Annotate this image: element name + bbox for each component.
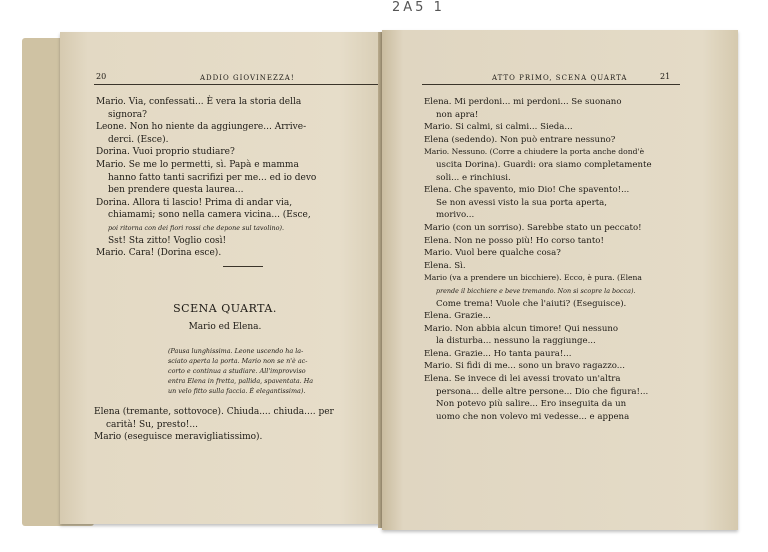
right-page — [382, 30, 738, 530]
text-line: hanno fatto tanti sacrifizi per me... ed io devo — [108, 172, 317, 183]
text-line: persona... delle altre persone... Dio che figura!... — [436, 386, 649, 397]
right-page-number: 21 — [660, 72, 671, 81]
text-line: chiamami; sono nella camera vicina... (Esce, — [108, 210, 311, 221]
text-line: Mario. Si calmi, si calmi... Sieda... — [424, 122, 573, 133]
text-line: morivo... — [436, 210, 475, 221]
text-line: Elena (sedendo). Non può entrare nessuno? — [424, 134, 616, 145]
handwritten-mark: 2A5 1 — [392, 0, 445, 15]
text-line: Se non avessi visto la sua porta aperta, — [436, 197, 608, 208]
text-line: Elena. Che spavento, mio Dio! Che spavento!... — [424, 185, 630, 196]
text-line: Mario. Non abbia alcun timore! Qui nessuno — [424, 323, 619, 334]
text-line: Mario (eseguisce meravigliatissimo). — [94, 432, 263, 443]
text-line: non apra! — [436, 109, 479, 120]
left-header-rule — [94, 84, 384, 85]
text-line: Elena. Non ne posso più! Ho corso tanto! — [424, 235, 604, 246]
text-line: Mario. Nessuno. (Corre a chiudere la porta anche dond'è — [424, 147, 645, 157]
section-divider — [223, 266, 263, 267]
text-line: carità! Su, presto!... — [106, 419, 198, 430]
text-line: Come trema! Vuole che l'aiuti? (Eseguisce). — [436, 298, 627, 309]
right-header-rule — [422, 84, 680, 85]
text-line: Mario. Cara! (Dorina esce). — [96, 248, 222, 259]
text-line: Mario. Via, confessati... È vera la storia della — [96, 97, 302, 107]
left-page-number: 20 — [96, 72, 107, 81]
text-line: soli... e rinchiusi. — [436, 172, 511, 183]
left-page — [60, 32, 410, 524]
text-line: Mario. Vuol bere qualche cosa? — [424, 248, 561, 259]
text-line: Non potevo più salire... Ero inseguita da un — [436, 399, 627, 410]
text-line: Dorina. Vuoi proprio studiare? — [96, 147, 235, 158]
text-line: la disturba... nessuno la raggiunge... — [436, 336, 596, 347]
stage-direction-line: un velo fitto sulla faccia. È elegantissima). — [168, 387, 306, 395]
text-line: signora? — [108, 109, 147, 120]
text-line: uscita Dorina). Guardi: ora siamo completamente — [436, 159, 652, 170]
text-line: derci. (Esce). — [108, 134, 169, 145]
left-text-block-2 — [94, 406, 390, 444]
text-line: Mario. Si fidi di me... sono un bravo ragazzo... — [424, 361, 625, 372]
text-line: Mario (con un sorriso). Sarebbe stato un peccato! — [424, 222, 642, 233]
stage-direction-line: sciato aperta la porta. Mario non se n'è ac- — [168, 357, 308, 365]
text-line: Elena. Mi perdoni... mi perdoni... Se suonano — [424, 97, 622, 107]
right-text-block — [424, 96, 694, 423]
right-running-header: ATTO PRIMO, SCENA QUARTA — [492, 74, 628, 82]
text-line: Elena. Grazie... Ho tanta paura!... — [424, 348, 572, 359]
text-line: uomo che non volevo mi vedesse... e appena — [436, 411, 630, 422]
text-line: Sst! Sta zitto! Voglio così! — [108, 235, 227, 246]
text-line: Dorina. Allora ti lascio! Prima di andar via, — [96, 197, 293, 208]
open-book — [22, 10, 744, 530]
text-line: Elena. Grazie... — [424, 311, 491, 322]
stage-direction-block — [168, 346, 378, 396]
left-text-block — [96, 96, 390, 271]
text-line: ben prendere questa laurea... — [108, 185, 244, 196]
stage-direction-line: entra Elena in fretta, pallida, spaventata. Ha — [168, 377, 314, 385]
stage-direction-line: poi ritorna con dei fiori rossi che depone sul tavolino). — [108, 223, 284, 232]
text-line: Elena (tremante, sottovoce). Chiuda.... chiuda.... per — [94, 407, 334, 417]
text-line: Mario. Se me lo permetti, sì. Papà e mamma — [96, 159, 299, 170]
stage-direction-line: corto e continua a studiare. All'improvviso — [168, 367, 306, 375]
scene-cast: Mario ed Elena. — [188, 322, 262, 332]
scene-title: SCENA QUARTA. — [173, 302, 277, 315]
stage-direction-line: prende il bicchiere e beve tremando. Non si scopre la bocca). — [436, 286, 636, 295]
text-line: Elena. Se invece di lei avessi trovato un'altra — [424, 374, 621, 385]
text-line: Elena. Sì. — [424, 260, 466, 271]
text-line: Mario (va a prendere un bicchiere). Ecco, è pura. (Elena — [424, 273, 642, 283]
left-running-header: ADDIO GIOVINEZZA! — [200, 74, 295, 82]
text-line: Leone. Non ho niente da aggiungere... Arrive- — [96, 122, 307, 133]
stage-direction-line: (Pausa lunghissima. Leone uscendo ha la- — [168, 347, 304, 355]
